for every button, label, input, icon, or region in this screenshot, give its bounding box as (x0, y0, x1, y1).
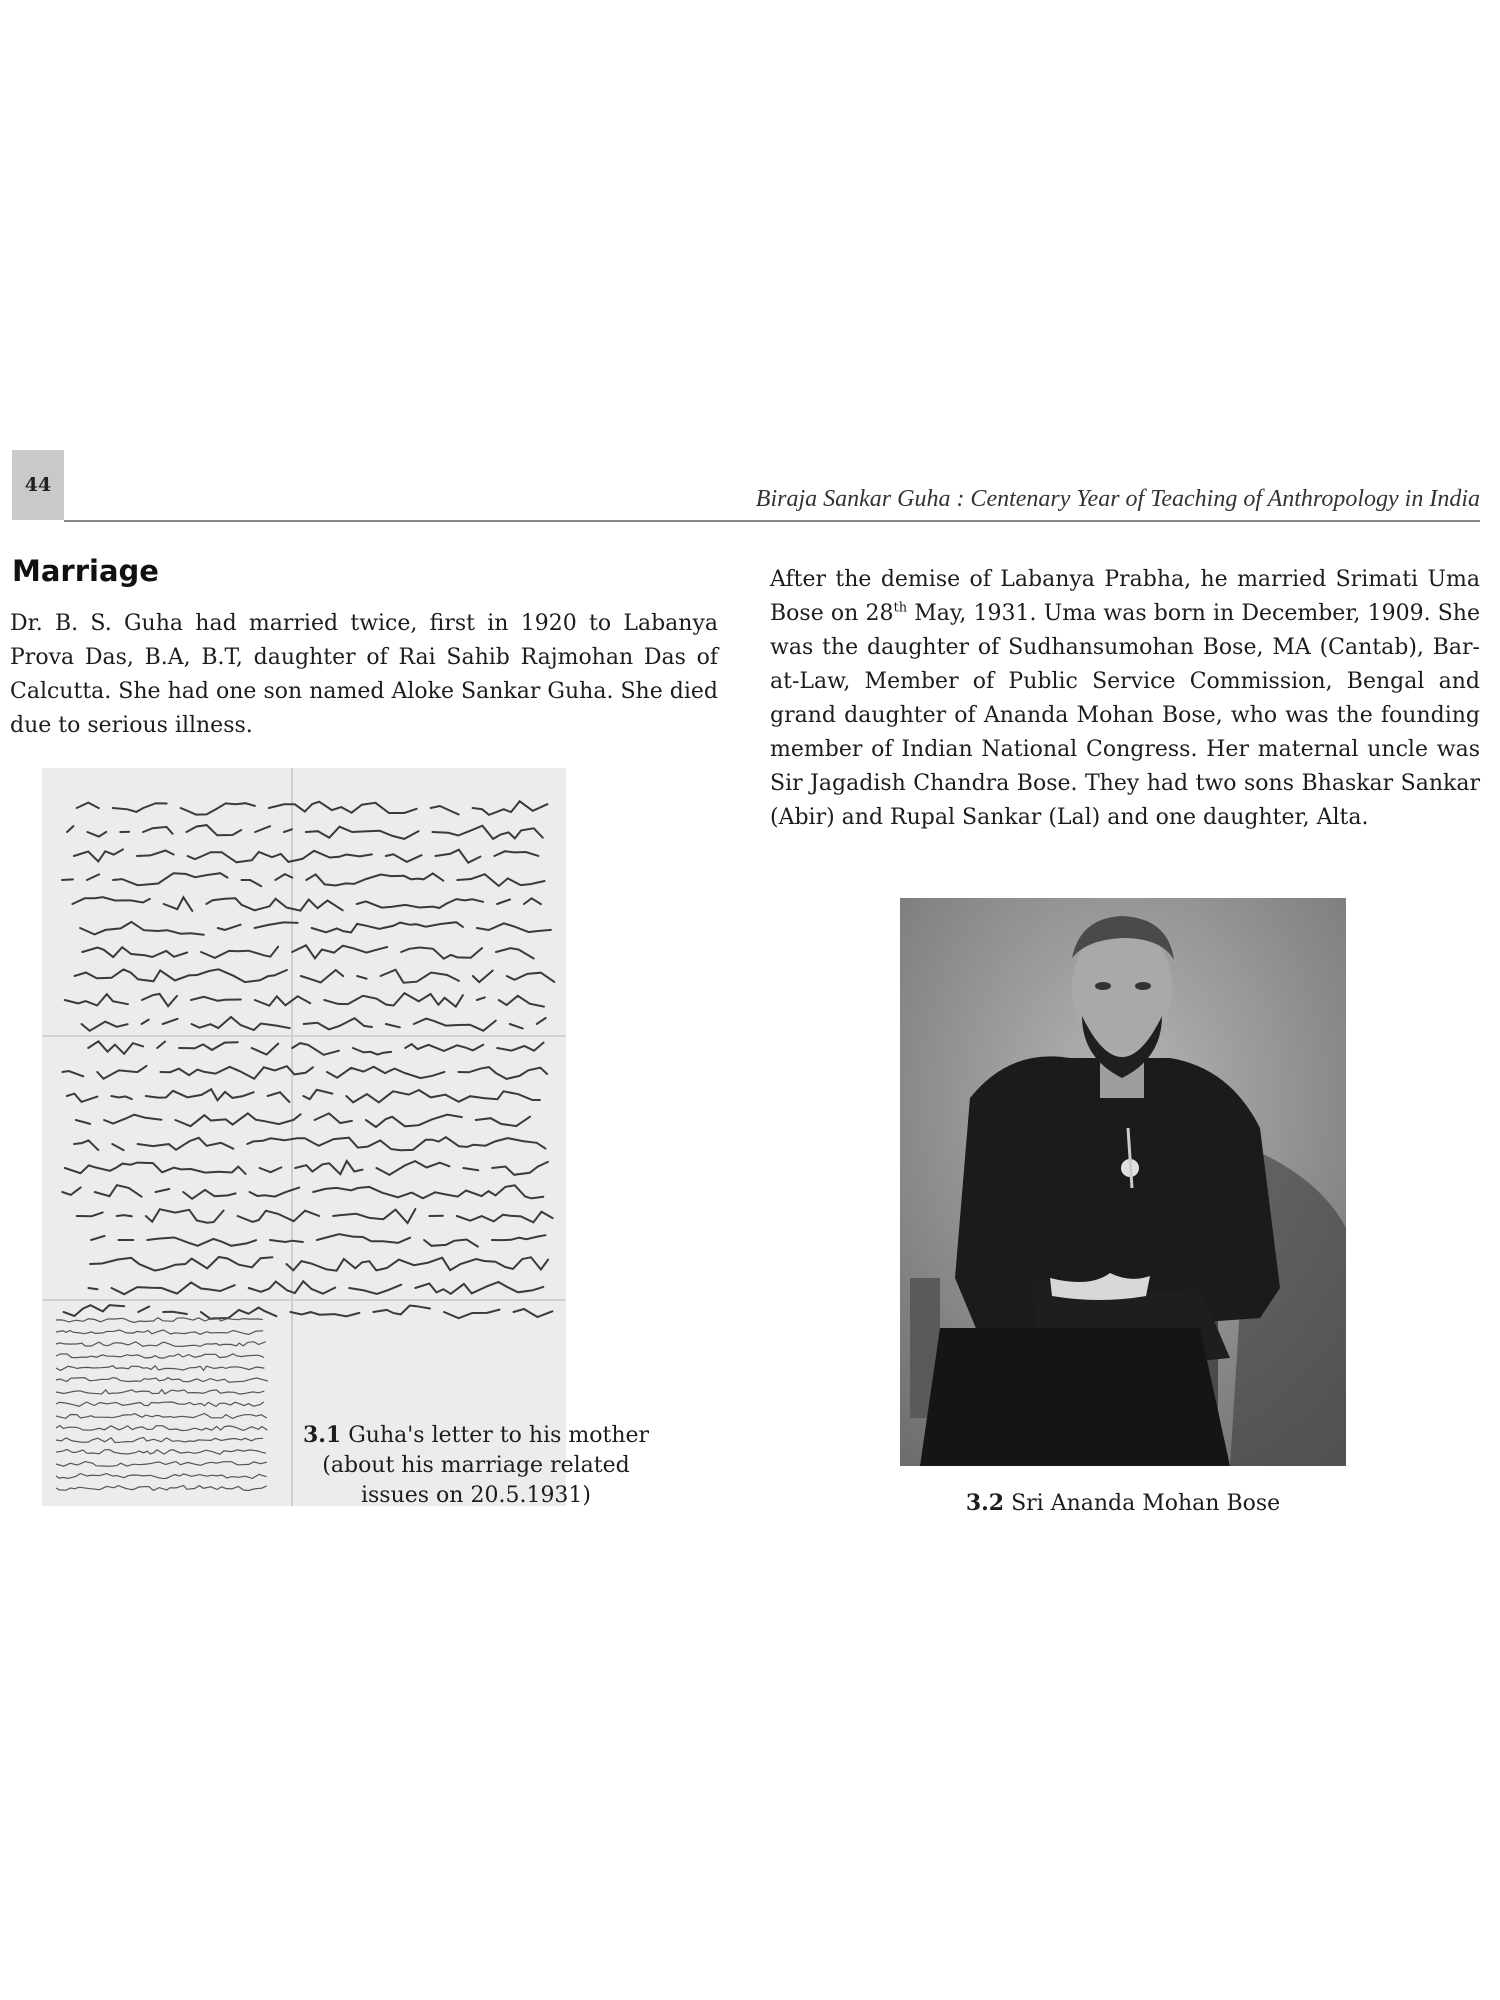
handwritten-letter-image (42, 768, 566, 1506)
figure-3-1-caption (276, 1420, 676, 1511)
letter-scribbles (42, 768, 566, 1506)
right-paragraph-text-1: After the demise of Labanya Prabha, he married Srimati Uma Bose on 28 (770, 567, 1480, 626)
caption-line-2: (about his marriage related (322, 1453, 630, 1478)
header-rule (64, 520, 1480, 522)
right-paragraph (770, 563, 1480, 835)
caption-line-3: issues on 20.5.1931) (360, 1483, 592, 1508)
left-paragraph: Dr. B. S. Guha had married twice, first in 1920 to Labanya Prova Das, B.A, B.T, daughter of Rai Sahib Rajmohan Das of Calcutta. She had one son named Aloke Sankar Guha. She died due to serious illness. (10, 611, 718, 738)
caption-line-1: 3.1 Guha's letter to his mother (302, 1422, 650, 1448)
figure-number: 3.2 (965, 1490, 1005, 1516)
portrait-illustration (900, 898, 1346, 1466)
figure-3-2-caption (900, 1488, 1346, 1519)
ordinal-suffix: th (893, 600, 908, 616)
section-title: Marriage (12, 554, 159, 588)
portrait-photo (900, 898, 1346, 1466)
caption-text: Sri Ananda Mohan Bose (1004, 1491, 1281, 1516)
page-number: 44 (12, 450, 64, 520)
running-title: Biraja Sankar Guha : Centenary Year of Teaching of Anthropology in India (755, 486, 1480, 512)
right-paragraph-text-2: May, 1931. Uma was born in December, 1909. She was the daughter of Sudhansumohan Bose, MA (Cantab), Bar-at-Law, Member of Public Service Commission, Bengal and grand daughter of Ananda Mohan Bose, who was the founding member of Indian National Congress. Her maternal uncle was Sir Jagadish Chandra Bose. They had two sons Bhaskar Sankar (Abir) and Rupal Sankar (Lal) and one daughter, Alta. (770, 601, 1480, 830)
figure-number: 3.1 (302, 1422, 342, 1448)
